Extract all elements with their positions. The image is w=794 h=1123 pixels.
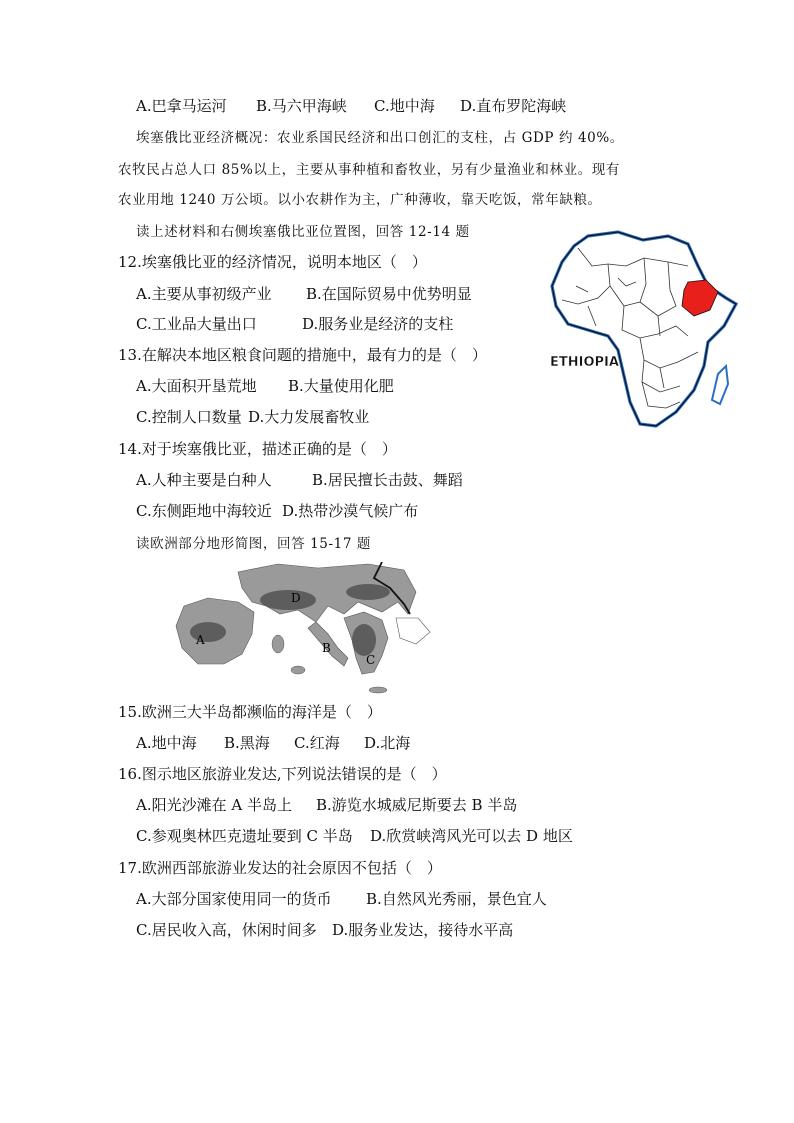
label-d: D	[291, 591, 301, 605]
q16-option-d: D.欣赏峡湾风光可以去 D 地区	[370, 827, 573, 845]
q11-option-b: B.马六甲海峡	[256, 97, 347, 115]
q17-option-a: A.大部分国家使用同一的货币	[136, 890, 332, 908]
ethiopia-label: ETHIOPIA	[550, 355, 619, 370]
q13-option-b: B.大量使用化肥	[288, 377, 394, 395]
q15-stem: 15.欧洲三大半岛都濒临的海洋是（ ）	[118, 703, 382, 721]
q11-option-c: C.地中海	[374, 97, 435, 115]
q15-option-d: D.北海	[364, 734, 411, 752]
q13-options-row2	[136, 407, 369, 427]
q13-option-d: D.大力发展畜牧业	[248, 408, 370, 426]
q16-stem: 16.图示地区旅游业发达,下列说法错误的是（ ）	[118, 765, 447, 783]
q17-option-c: C.居民收入高，休闲时间多	[136, 921, 317, 939]
q13-option-c: C.控制人口数量	[136, 408, 242, 426]
q17-stem: 17.欧洲西部旅游业发达的社会原因不包括（ ）	[118, 859, 442, 877]
material-line-2: 农牧民占总人口 85%以上，主要从事种植和畜牧业，另有少量渔业和林业。现有	[118, 162, 620, 178]
label-b: B	[322, 641, 331, 655]
europe-instruction: 读欧洲部分地形简图，回答 15-17 题	[136, 536, 371, 552]
q12-option-d: D.服务业是经济的支柱	[302, 315, 454, 333]
q12-option-c: C.工业品大量出口	[136, 315, 257, 333]
material-instruction: 读上述材料和右侧埃塞俄比亚位置图，回答 12-14 题	[136, 224, 470, 240]
label-c: C	[366, 653, 376, 667]
africa-map	[548, 226, 740, 434]
q13-stem: 13.在解决本地区粮食问题的措施中，最有力的是（ ）	[118, 346, 487, 364]
q12-options-row2	[136, 314, 453, 334]
q15-option-a: A.地中海	[136, 734, 197, 752]
label-a: A	[196, 633, 205, 647]
q14-option-b: B.居民擅长击鼓、舞蹈	[312, 471, 463, 489]
q12-option-b: B.在国际贸易中优势明显	[306, 285, 472, 303]
q11-option-d: D.直布罗陀海峡	[460, 97, 567, 115]
q17-option-d: D.服务业发达，接待水平高	[332, 921, 514, 939]
q15-options	[136, 733, 410, 753]
q17-options-row2	[136, 920, 513, 940]
q16-options-row1	[136, 795, 517, 815]
q14-option-c: C.东侧距地中海较近	[136, 502, 272, 520]
q12-stem: 12.埃塞俄比亚的经济情况，说明本地区（ ）	[118, 253, 427, 271]
q16-option-b: B.游览水城威尼斯要去 B 半岛	[316, 796, 518, 814]
q12-option-a: A.主要从事初级产业	[136, 285, 272, 303]
q17-option-b: B.自然风光秀丽，景色宜人	[366, 890, 547, 908]
q15-option-b: B.黑海	[224, 734, 270, 752]
q14-options-row1	[136, 470, 463, 490]
q14-option-d: D.热带沙漠气候广布	[282, 502, 419, 520]
material-line-1: 埃塞俄比亚经济概况：农业系国民经济和出口创汇的支柱，占 GDP 约 40%。	[136, 130, 624, 146]
q14-option-a: A.人种主要是白种人	[136, 471, 272, 489]
q12-options-row1	[136, 284, 472, 304]
q16-option-a: A.阳光沙滩在 A 半岛上	[136, 796, 292, 814]
madagascar	[712, 366, 728, 404]
material-line-3: 农业用地 1240 万公顷。以小农耕作为主，广种薄收，靠天吃饭，常年缺粮。	[118, 192, 602, 208]
q14-options-row2	[136, 501, 418, 521]
q14-stem: 14.对于埃塞俄比亚，描述正确的是（ ）	[118, 440, 397, 458]
q16-option-c: C.参观奥林匹克遗址要到 C 半岛	[136, 827, 353, 845]
europe-terrain-map	[168, 562, 432, 700]
q15-option-c: C.红海	[294, 734, 340, 752]
q13-options-row1	[136, 376, 394, 396]
q17-options-row1	[136, 889, 547, 909]
q11-option-a: A.巴拿马运河	[136, 97, 227, 115]
q13-option-a: A.大面积开垦荒地	[136, 377, 257, 395]
q11-options	[136, 96, 566, 116]
q16-options-row2	[136, 826, 573, 846]
